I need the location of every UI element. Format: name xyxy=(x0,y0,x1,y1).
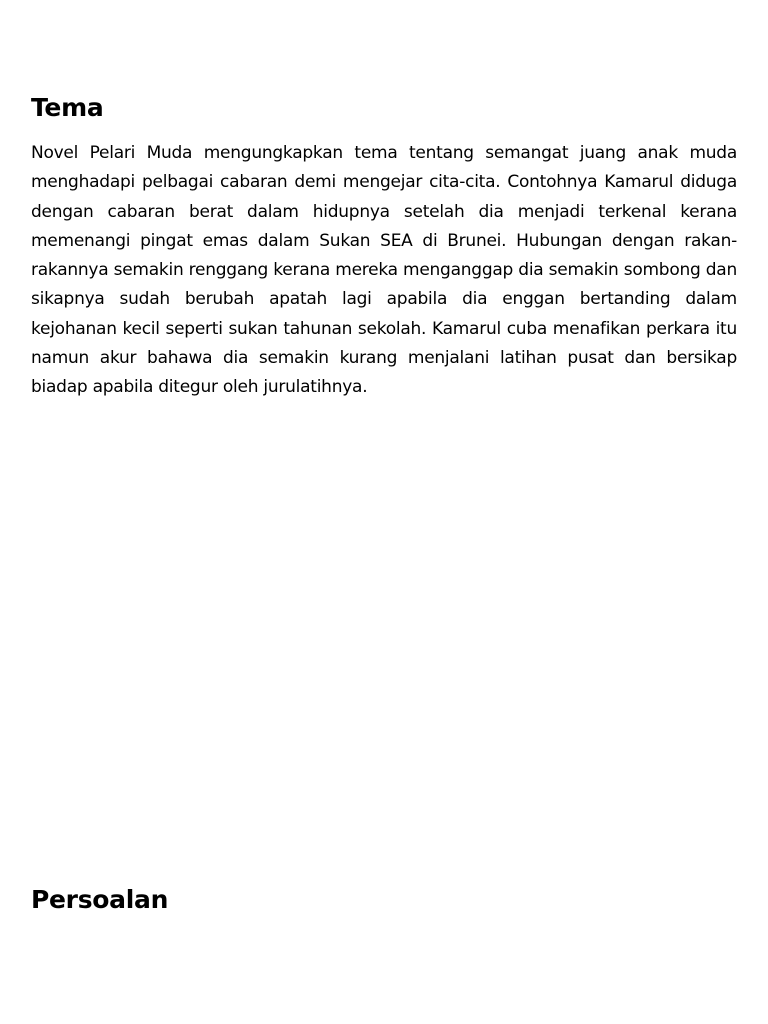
tema-paragraph: Novel Pelari Muda mengungkapkan tema tentang semangat juang anak muda menghadapi pelbagai cabaran demi mengejar cita-cita. Contohnya Kamarul diduga dengan cabaran berat dalam hidupnya setelah dia menjadi terkenal kerana memenangi pingat emas dalam Sukan SEA di Brunei. Hubungan dengan rakan-rakannya semakin renggang kerana mereka menganggap dia semakin sombong dan sikapnya sudah berubah apatah lagi apabila dia enggan bertanding dalam kejohanan kecil seperti sukan tahunan sekolah. Kamarul cuba menafikan perkara itu namun akur bahawa dia semakin kurang menjalani latihan pusat dan bersikap biadap apabila ditegur oleh jurulatihnya. xyxy=(31,143,737,398)
section-heading-persoalan: Persoalan xyxy=(31,885,169,914)
section-heading-tema: Tema xyxy=(31,93,104,122)
